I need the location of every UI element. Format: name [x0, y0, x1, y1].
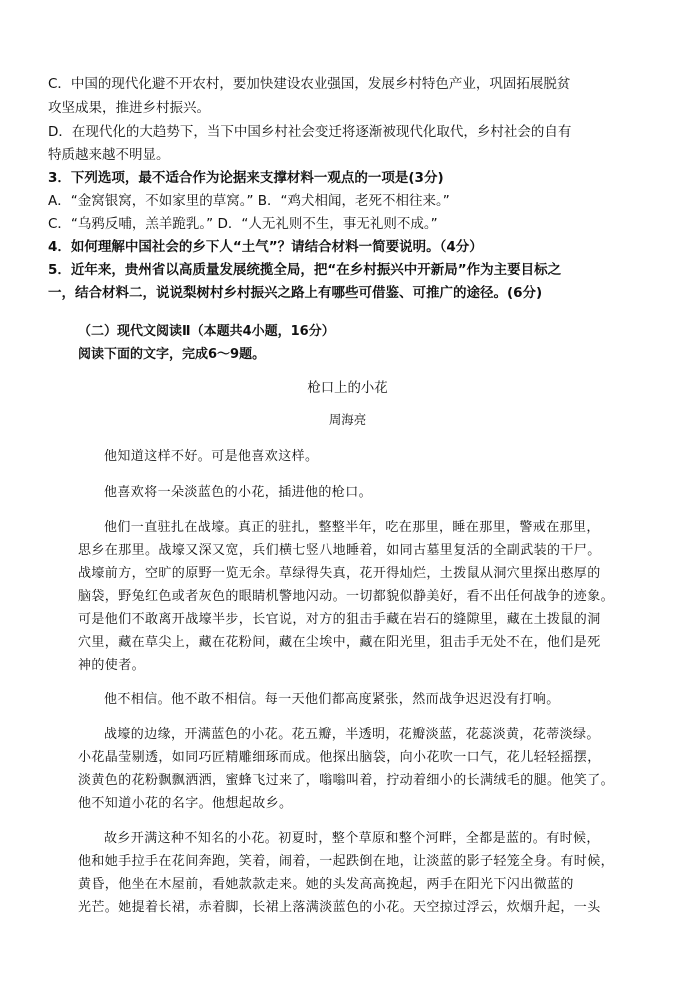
- article-line: 战壕前方，空旷的原野一览无余。草绿得失真，花开得灿烂，土拨鼠从洞穴里探出憨厚的: [78, 566, 601, 581]
- article-line: 黄昏，他坐在木屋前，看她款款走来。她的头发高高挽起，两手在阳光下闪出微蓝的: [78, 877, 574, 892]
- article-line: 淡黄色的花粉飘飘洒洒，蜜蜂飞过来了，嗡嗡叫着，拧动着细小的长满绒毛的腿。他笑了。: [78, 773, 615, 788]
- article-line: 他不知道小花的名字。他想起故乡。: [78, 796, 293, 811]
- question-5-line-1: 5．近年来，贵州省以高质量发展统揽全局，把“在乡村振兴中开新局”作为主要目标之: [48, 262, 562, 278]
- article-line: 光芒。她提着长裙，赤着脚，长裙上落满淡蓝色的小花。天空掠过浮云，炊烟升起，一头: [78, 900, 601, 915]
- article-title: 枪口上的小花: [307, 381, 388, 396]
- article-line: 故乡开满这种不知名的小花。初夏时，整个草原和整个河畔，全都是蓝的。有时候，: [104, 831, 600, 846]
- option-d-line-2: 特质越来越不明显。: [48, 147, 170, 163]
- article-line: 神的使者。: [78, 658, 146, 673]
- article-line: 他喜欢将一朵淡蓝色的小花，插进他的枪口。: [104, 485, 373, 500]
- question-3-options-cd: C．“乌鸦反哺，羔羊跪乳。” D．“人无礼则不生，事无礼则不成。”: [48, 216, 438, 232]
- article-line: 可是他们不敢离开战壕半步，长官说，对方的狙击手藏在岩石的缝隙里，藏在土拨鼠的洞: [78, 612, 601, 627]
- section-heading: （二）现代文阅读Ⅱ（本题共4小题，16分）: [78, 324, 335, 339]
- question-5-line-2: 一，结合材料二，说说梨树村乡村振兴之路上有哪些可借鉴、可推广的途径。(6分): [48, 285, 543, 301]
- article-line: 脑袋，野兔红色或者灰色的眼睛机警地闪动。一切都貌似静美好，看不出任何战争的迹象。: [78, 589, 615, 604]
- option-c-line-1: C．中国的现代化避不开农村，要加快建设农业强国，发展乡村特色产业，巩固拓展脱贫: [48, 76, 571, 92]
- article-line: 他知道这样不好。可是他喜欢这样。: [104, 449, 319, 464]
- article-line: 他和她手拉手在花间奔跑，笑着，闹着，一起跌倒在地，让淡蓝的影子轻笼全身。有时候，: [78, 854, 615, 869]
- option-d-line-1: D．在现代化的大趋势下，当下中国乡村社会变迁将逐渐被现代化取代，乡村社会的自有: [48, 124, 572, 140]
- option-c-line-2: 攻坚成果，推进乡村振兴。: [48, 100, 210, 116]
- article-line: 思乡在那里。战壕又深又宽，兵们横七竖八地睡着，如同古墓里复活的全副武装的干尸。: [78, 543, 601, 558]
- article-line: 战壕的边缘，开满蓝色的小花。花五瓣，半透明，花瓣淡蓝，花蕊淡黄，花蒂淡绿。: [104, 727, 600, 742]
- article-author: 周海亮: [328, 412, 367, 427]
- section-instruction: 阅读下面的文字，完成6～9题。: [78, 347, 266, 362]
- question-3-options-ab: A．“金窝银窝，不如家里的草窝。” B．“鸡犬相闻，老死不相往来。”: [48, 193, 450, 209]
- article-line: 小花晶莹剔透，如同巧匠精雕细琢而成。他探出脑袋，向小花吹一口气，花儿轻轻摇摆，: [78, 750, 601, 765]
- question-4: 4．如何理解中国社会的乡下人“土气”？请结合材料一简要说明。（4分）: [48, 239, 483, 255]
- question-3: 3．下列选项，最不适合作为论据来支撑材料一观点的一项是(3分): [48, 170, 444, 186]
- article-line: 穴里，藏在草尖上，藏在花粉间，藏在尘埃中，藏在阳光里，狙击手无处不在，他们是死: [78, 635, 601, 650]
- article-line: 他们一直驻扎在战壕。真正的驻扎，整整半年，吃在那里，睡在那里，警戒在那里，: [104, 520, 600, 535]
- article-line: 他不相信。他不敢不相信。每一天他们都高度紧张，然而战争迟迟没有打响。: [104, 692, 560, 707]
